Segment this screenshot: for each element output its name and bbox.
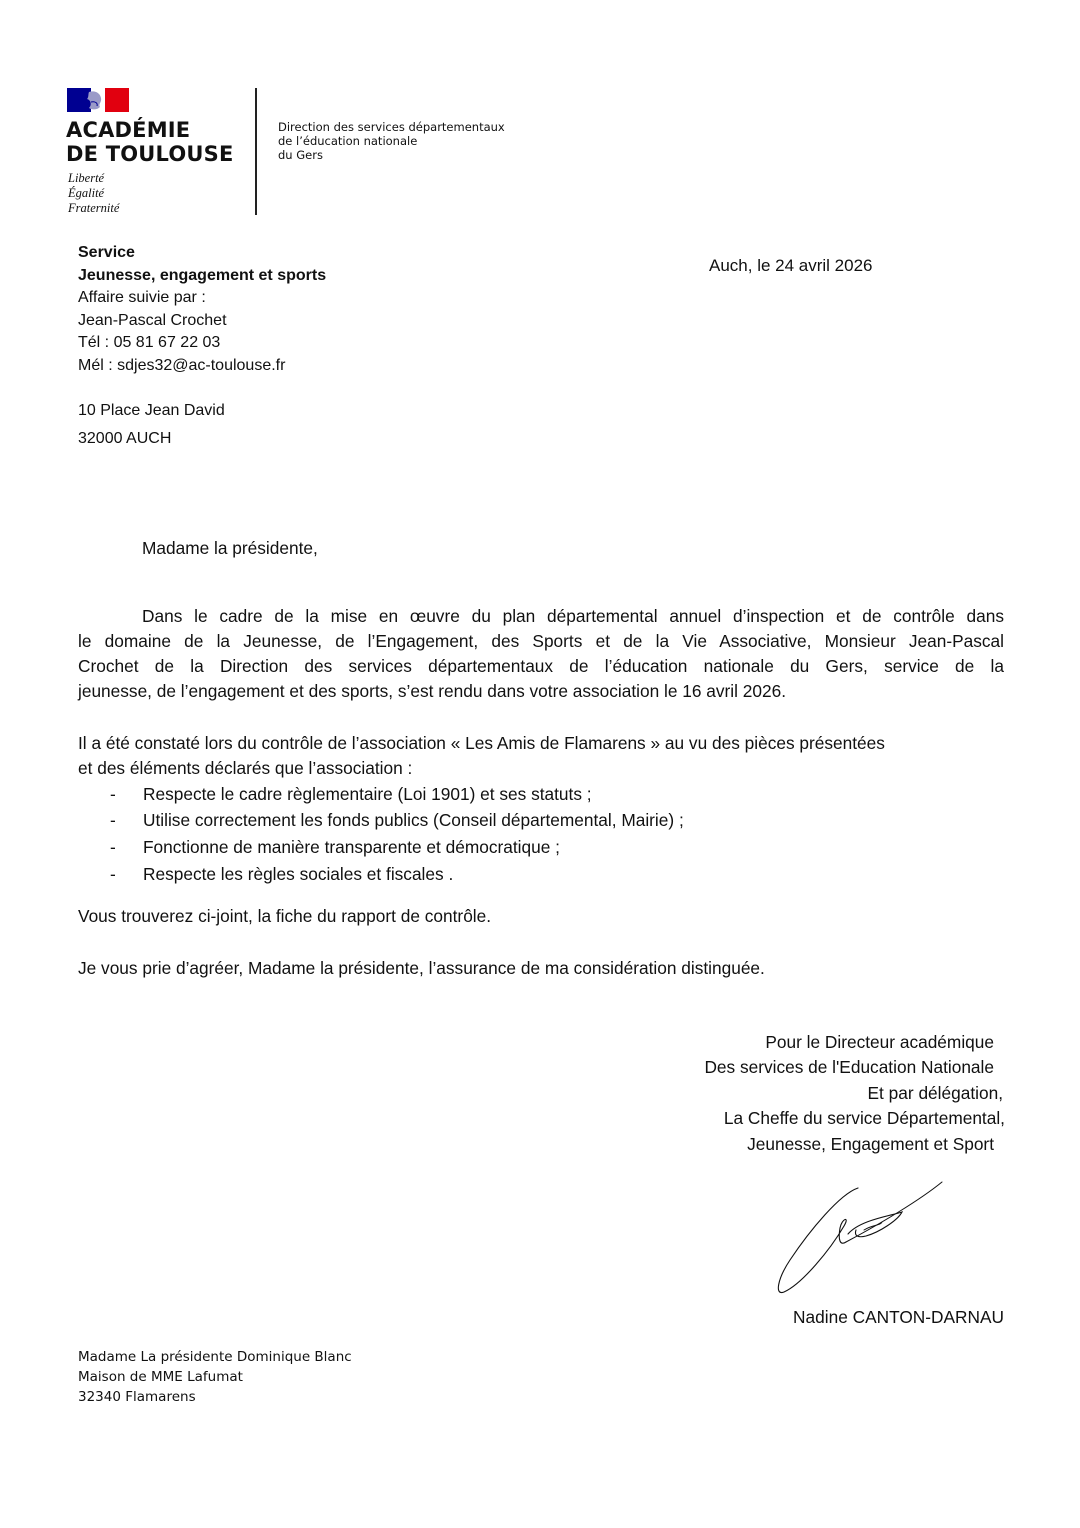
recipient-line3: 32340 Flamarens xyxy=(78,1389,196,1405)
academie-name-line2: DE TOULOUSE xyxy=(66,142,234,166)
sender-phone: Tél : 05 81 67 22 03 xyxy=(78,334,221,351)
signatory-name: Nadine CANTON-DARNAU xyxy=(793,1307,1004,1327)
paragraph-findings-line2: et des éléments déclarés que l’association : xyxy=(78,758,413,778)
motto-liberte: Liberté xyxy=(68,171,105,185)
bullet-dash: - xyxy=(110,810,116,830)
closing-formula: Je vous prie d’agréer, Madame la présidente, l’assurance de ma considération distinguée. xyxy=(78,958,765,978)
sender-address-line2: 32000 AUCH xyxy=(78,430,172,447)
marianne-logo xyxy=(67,88,129,112)
recipient-line2: Maison de MME Lafumat xyxy=(78,1369,243,1385)
motto-fraternite: Fraternité xyxy=(68,201,120,215)
service-name: Jeunesse, engagement et sports xyxy=(78,267,327,284)
handwritten-signature xyxy=(770,1180,950,1300)
bullet-dash: - xyxy=(110,784,116,804)
paragraph-line: jeunesse, de l’engagement et des sports, s’est rendu dans votre association le 16 avril 2026. xyxy=(78,681,786,701)
paragraph-line: Dans le cadre de la mise en œuvre du plan départemental annuel d’inspection et de contrôle dans xyxy=(142,606,1004,626)
paragraph-inspection xyxy=(78,604,1004,704)
signature-line: Des services de l'Education Nationale xyxy=(704,1057,994,1077)
salutation: Madame la présidente, xyxy=(142,538,318,558)
recipient-line1: Madame La présidente Dominique Blanc xyxy=(78,1349,352,1365)
attachment-note: Vous trouverez ci-joint, la fiche du rapport de contrôle. xyxy=(78,906,492,926)
direction-line3: du Gers xyxy=(278,148,323,162)
direction-line1: Direction des services départementaux xyxy=(278,120,505,134)
signature-line: La Cheffe du service Départemental, xyxy=(723,1108,1005,1128)
signature-line: Jeunesse, Engagement et Sport xyxy=(747,1134,994,1154)
bullet-item: Respecte le cadre règlementaire (Loi 1901) et ses statuts ; xyxy=(143,784,592,804)
bullet-item: Fonctionne de manière transparente et démocratique ; xyxy=(143,837,560,857)
followed-by-name: Jean-Pascal Crochet xyxy=(78,312,227,329)
motto-egalite: Égalité xyxy=(68,186,105,200)
paragraph-line: le domaine de la Jeunesse, de l’Engagement, des Sports et de la Vie Associative, Monsieur Jean-Pascal xyxy=(78,631,1004,651)
sender-address-line1: 10 Place Jean David xyxy=(78,402,225,419)
sender-email: Mél : sdjes32@ac-toulouse.fr xyxy=(78,357,286,374)
signature-line: Et par délégation, xyxy=(867,1083,1003,1103)
bullet-dash: - xyxy=(110,864,116,884)
service-label: Service xyxy=(78,244,135,261)
academie-name-line1: ACADÉMIE xyxy=(66,118,191,142)
direction-line2: de l’éducation nationale xyxy=(278,134,418,148)
signature-line: Pour le Directeur académique xyxy=(765,1032,994,1052)
letter-date: Auch, le 24 avril 2026 xyxy=(709,256,873,275)
bullet-dash: - xyxy=(110,837,116,857)
followed-by-label: Affaire suivie par : xyxy=(78,289,206,306)
bullet-item: Respecte les règles sociales et fiscales . xyxy=(143,864,454,884)
paragraph-findings-line1: Il a été constaté lors du contrôle de l’association « Les Amis de Flamarens » au vu des pièces présentées xyxy=(78,733,885,753)
header-divider xyxy=(255,88,257,215)
paragraph-line: Crochet de la Direction des services départementaux de l’éducation nationale du Gers, service de la xyxy=(78,656,1004,676)
bullet-item: Utilise correctement les fonds publics (Conseil départemental, Mairie) ; xyxy=(143,810,684,830)
